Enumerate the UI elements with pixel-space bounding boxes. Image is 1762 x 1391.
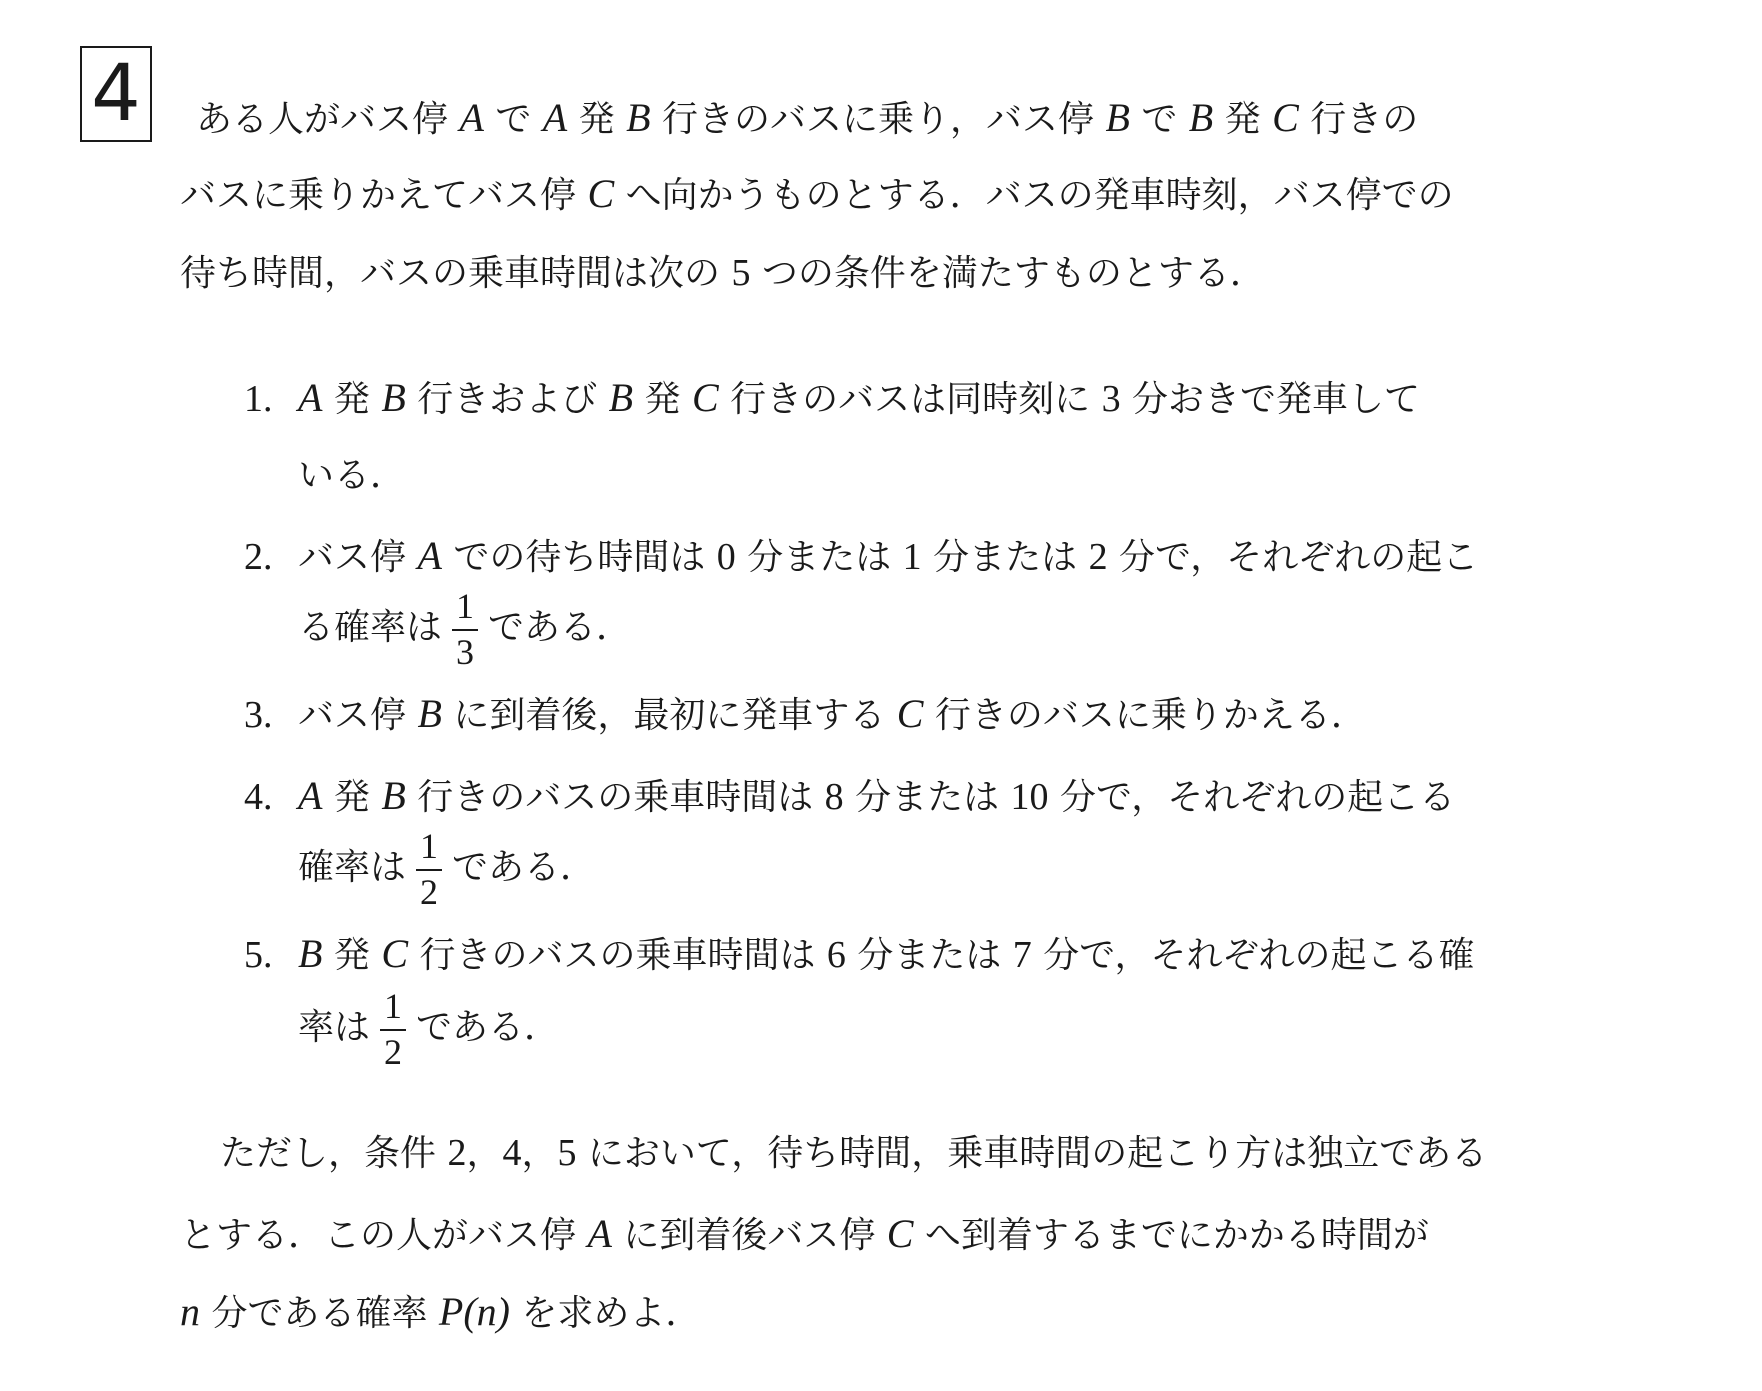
condition-4-line-1 — [298, 773, 1456, 818]
intro-text: 待ち時間，バスの乗車時間は次の — [180, 253, 732, 294]
closing-text: とする．この人がバス停 — [180, 1215, 588, 1256]
fraction-denominator: 3 — [456, 631, 475, 672]
closing-line-3 — [180, 1289, 702, 1334]
condition-text: 行きおよび — [405, 379, 609, 420]
number: 2 — [447, 1132, 467, 1174]
variable: B — [381, 773, 406, 818]
condition-text: に到着後，最初に発車する — [441, 695, 897, 736]
intro-text: へ向かうものとする．バスの発車時刻，バス停での — [614, 175, 1454, 216]
condition-5-number: 5. — [244, 934, 273, 976]
condition-text: 発 — [322, 935, 382, 976]
variable: A — [298, 375, 323, 420]
variable: C — [896, 691, 924, 736]
condition-text: 行きのバスに乗りかえる． — [923, 695, 1367, 736]
condition-text: 分または — [921, 537, 1089, 578]
number: 7 — [1012, 934, 1032, 976]
condition-3-number: 3. — [244, 694, 273, 736]
condition-text: 行きのバスは同時刻に — [718, 379, 1102, 420]
number: 5 — [557, 1132, 577, 1174]
condition-text: である． — [488, 606, 633, 648]
variable: A — [587, 1211, 612, 1256]
variable: C — [691, 375, 719, 420]
closing-line-1 — [220, 1134, 1487, 1172]
closing-text: において，待ち時間，乗車時間の起こり方は独立である — [576, 1133, 1488, 1174]
closing-text: ， — [521, 1133, 558, 1174]
number: 3 — [1101, 378, 1121, 420]
condition-1-line-2 — [298, 455, 407, 496]
closing-text: を求めよ． — [509, 1293, 702, 1334]
closing-text: 分である確率 — [200, 1293, 439, 1334]
variable: C — [1272, 95, 1299, 140]
condition-text: 分または — [843, 777, 1011, 818]
fraction-bar — [452, 629, 478, 631]
condition-text: バス停 — [298, 537, 418, 578]
variable: B — [298, 931, 323, 976]
variable: A — [298, 773, 323, 818]
condition-4-number: 4. — [244, 776, 273, 818]
fraction-numerator: 1 — [384, 986, 403, 1026]
fraction-denominator: 2 — [384, 1031, 403, 1072]
intro-line-2 — [180, 171, 1454, 216]
number: 6 — [826, 934, 846, 976]
condition-text: 行きのバスの乗車時間は — [408, 935, 827, 976]
condition-text: 分おきで発車して — [1120, 379, 1421, 420]
variable: n — [180, 1289, 200, 1334]
number: 1 — [902, 536, 922, 578]
condition-1-line-1 — [298, 375, 1421, 420]
fraction-numerator: 1 — [456, 586, 475, 626]
fraction-bar — [416, 869, 442, 871]
probability-expression: P(n) — [438, 1289, 510, 1334]
intro-line-3 — [180, 254, 1266, 292]
intro-text: 行きの — [1298, 99, 1419, 140]
closing-text: ， — [466, 1133, 503, 1174]
intro-text: 行きのバスに乗り，バス停 — [650, 99, 1106, 140]
condition-4-line-2 — [298, 828, 596, 912]
variable: B — [1105, 95, 1130, 140]
condition-1-number: 1. — [244, 378, 273, 420]
condition-text: 分で，それぞれの起こる — [1048, 777, 1456, 818]
condition-text: である． — [452, 846, 597, 888]
variable: B — [1188, 95, 1214, 140]
condition-text: 発 — [633, 379, 692, 420]
problem-number: 4 — [91, 49, 141, 139]
condition-text: 行きのバスの乗車時間は — [405, 777, 825, 818]
variable: B — [417, 691, 442, 736]
intro-text: ある人がバス停 — [196, 99, 460, 140]
variable: A — [459, 95, 484, 140]
fraction — [380, 988, 406, 1072]
condition-text: バス停 — [298, 695, 418, 736]
closing-text: へ到着するまでにかかる時間が — [913, 1215, 1429, 1256]
condition-text: である． — [416, 1006, 561, 1048]
intro-line-1 — [196, 95, 1419, 140]
condition-text: 分で，それぞれの起こる確 — [1031, 935, 1475, 976]
variable: C — [587, 171, 615, 216]
number: 4 — [502, 1132, 522, 1174]
condition-text: 分で，それぞれの起こ — [1107, 537, 1479, 578]
variable: B — [626, 95, 651, 140]
fraction-denominator: 2 — [420, 871, 439, 912]
condition-2-line-2 — [298, 588, 632, 672]
condition-text: 率は — [298, 1006, 371, 1048]
number: 5 — [731, 252, 751, 294]
condition-text: る確率は — [298, 606, 443, 648]
intro-text: つの条件を満たすものとする． — [750, 253, 1266, 294]
variable: A — [542, 95, 568, 140]
number: 8 — [824, 776, 844, 818]
closing-text: ただし，条件 — [220, 1133, 448, 1174]
condition-5-line-2 — [298, 988, 560, 1072]
condition-2-number: 2. — [244, 536, 273, 578]
intro-text: で — [1129, 99, 1189, 140]
variable: B — [608, 375, 634, 420]
condition-text: 分または — [845, 935, 1013, 976]
fraction-numerator: 1 — [420, 826, 439, 866]
number: 2 — [1088, 536, 1108, 578]
fraction — [416, 828, 442, 912]
problem-number-box — [80, 46, 152, 142]
intro-text: 発 — [1213, 99, 1273, 140]
number: 10 — [1010, 776, 1049, 818]
variable: B — [381, 375, 406, 420]
variable: C — [381, 931, 409, 976]
fraction-bar — [380, 1029, 406, 1031]
variable: C — [886, 1211, 914, 1256]
condition-2-line-1 — [298, 533, 1479, 578]
condition-text: 発 — [322, 379, 382, 420]
condition-text: での待ち時間は — [441, 537, 717, 578]
fraction — [452, 588, 478, 672]
condition-5-line-1 — [298, 931, 1475, 976]
variable: A — [417, 533, 442, 578]
condition-text: いる． — [298, 455, 407, 496]
intro-text: バスに乗りかえてバス停 — [180, 175, 588, 216]
condition-text: 確率は — [298, 846, 407, 888]
closing-line-2 — [180, 1211, 1429, 1256]
condition-3-line-1 — [298, 691, 1367, 736]
intro-text: 発 — [567, 99, 627, 140]
condition-text: 分または — [735, 537, 903, 578]
intro-text: で — [483, 99, 543, 140]
closing-text: に到着後バス停 — [611, 1215, 887, 1256]
condition-text: 発 — [322, 777, 382, 818]
number: 0 — [716, 536, 736, 578]
